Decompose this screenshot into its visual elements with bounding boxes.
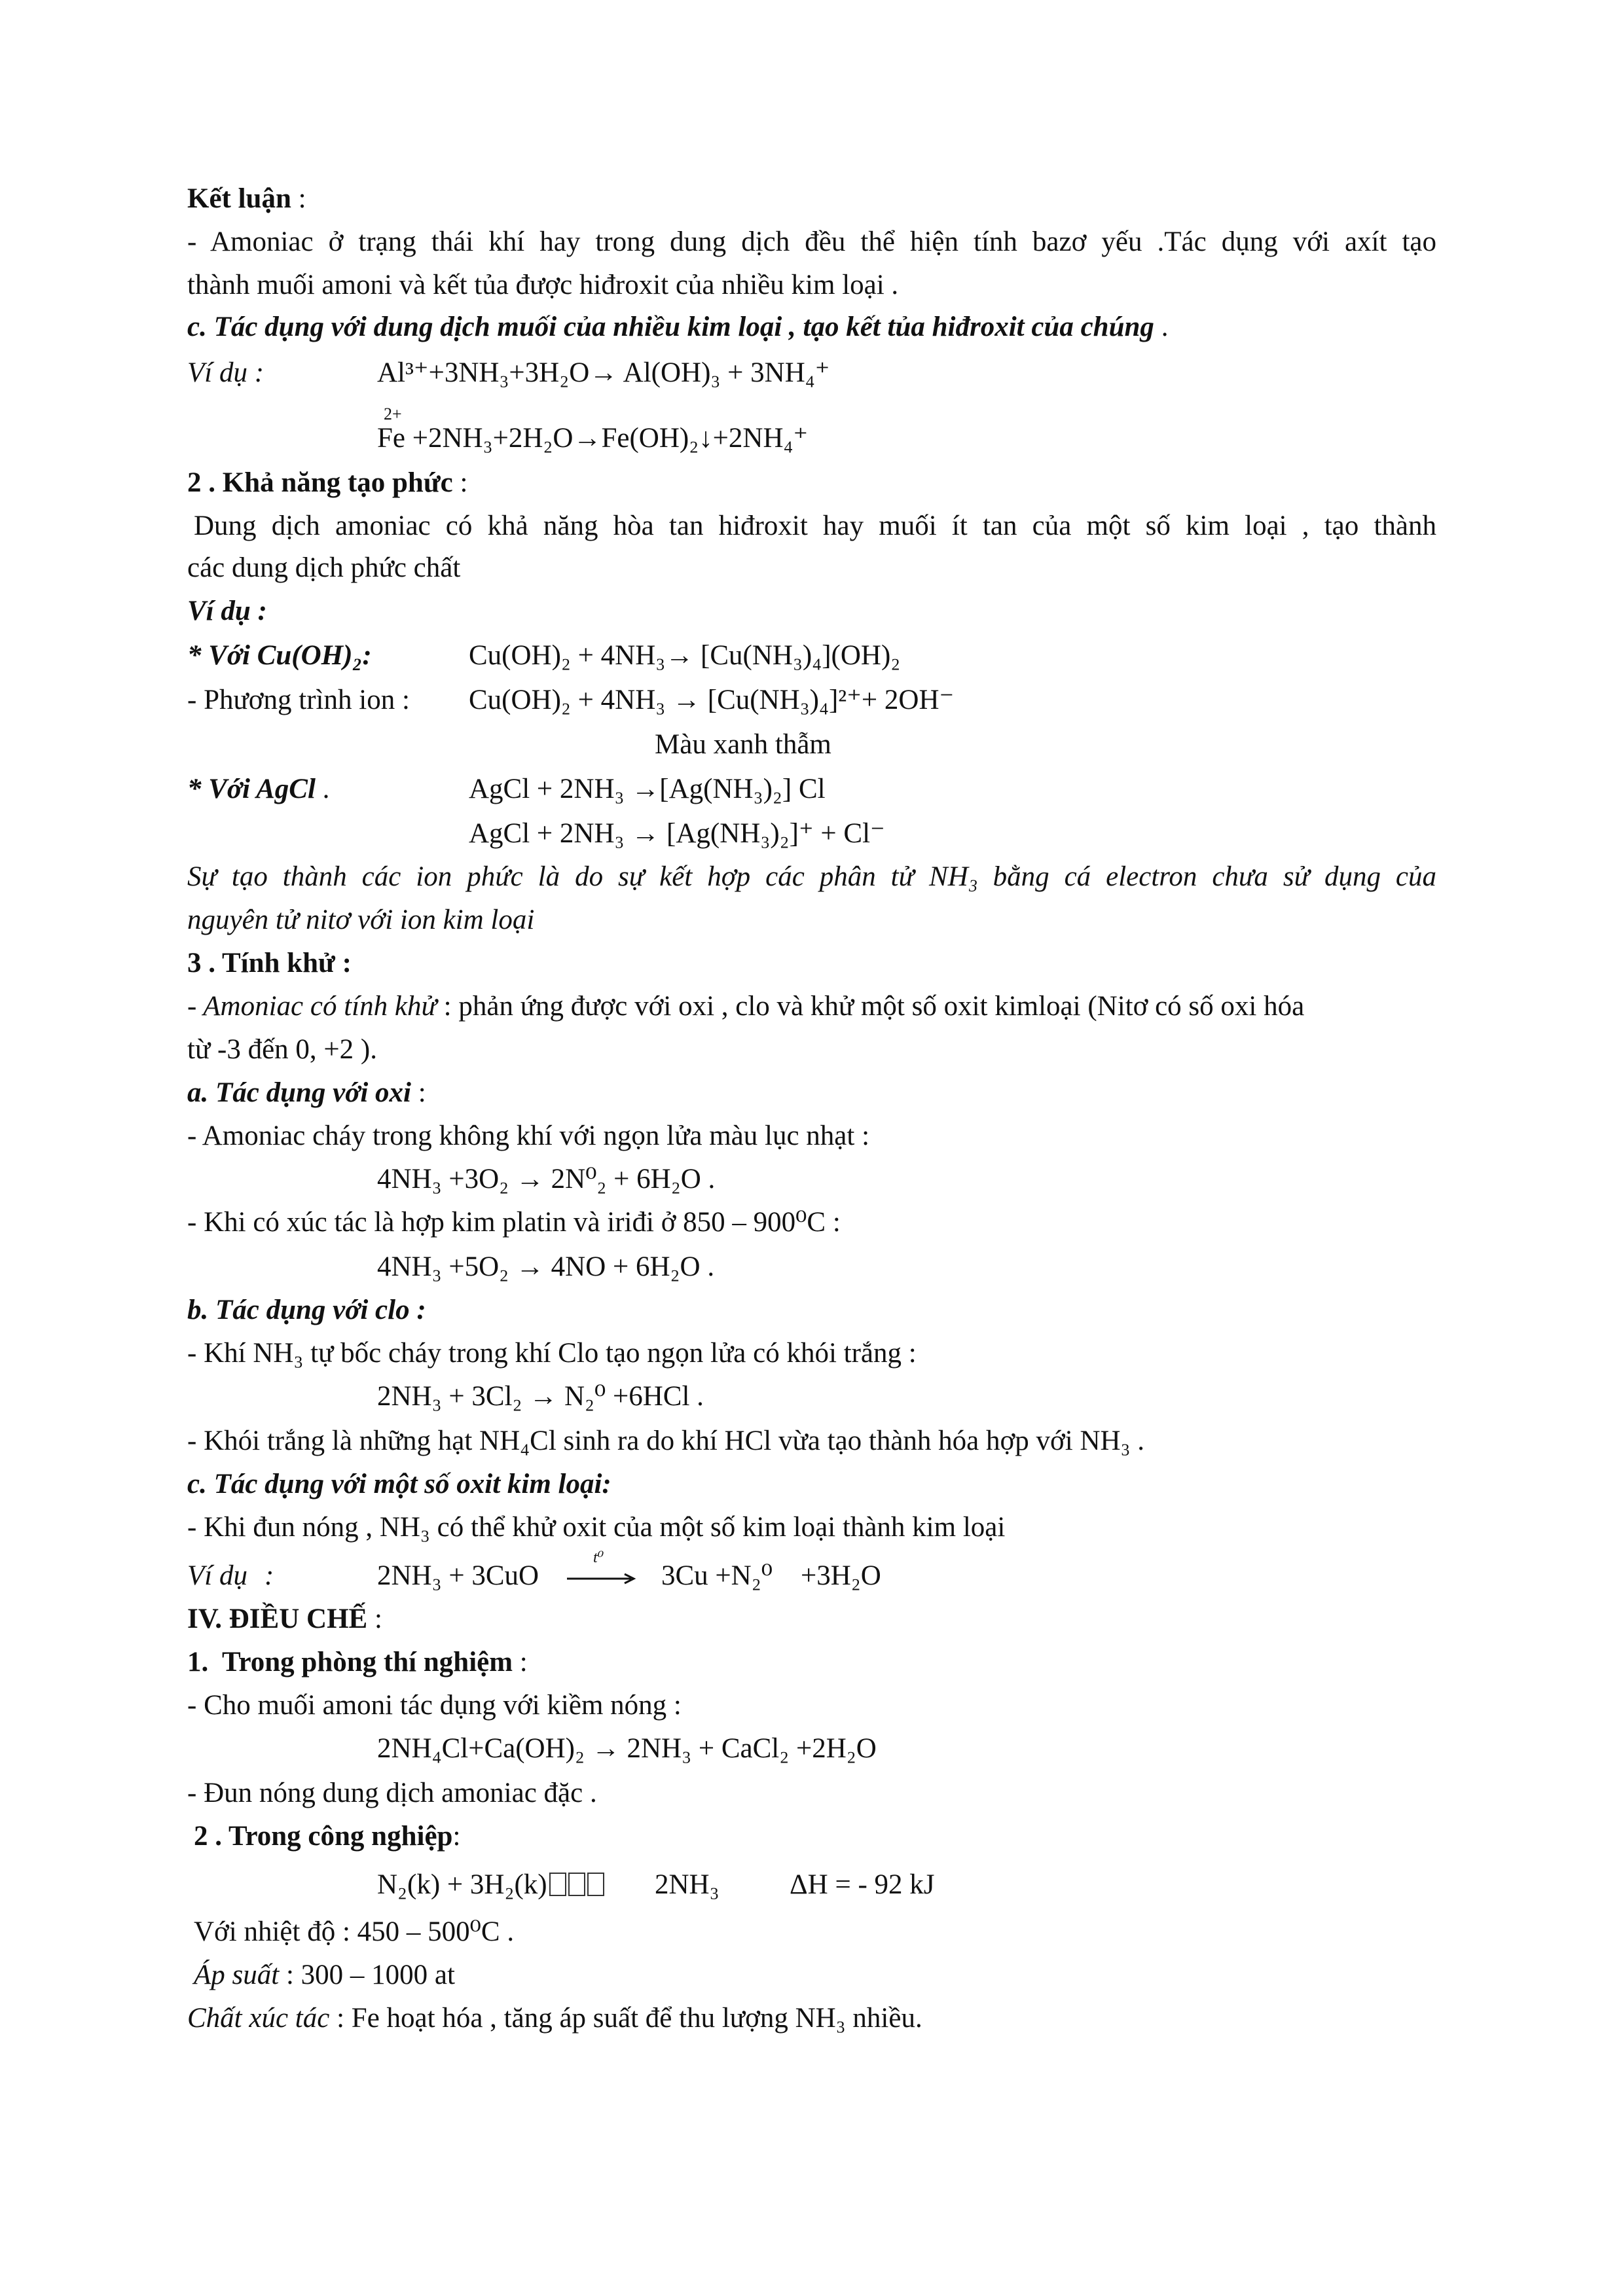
section-a-line-2: - Khi có xúc tác là hợp kim platin và iriđi ở 850 – 900⁰C : (187, 1207, 841, 1238)
complex-note-2: nguyên tử nitơ với ion kim loại (187, 905, 535, 935)
section-2-heading: 2 . Khả năng tạo phức : (187, 467, 468, 498)
example-label-2: Ví dụ : (187, 596, 267, 626)
catalyst-line: Chất xúc tác : Fe hoạt hóa , tăng áp suất để thu lượng NH₃ nhiều. (187, 2003, 922, 2034)
lab-heading: 1. Trong phòng thí nghiệm : (187, 1647, 528, 1677)
example-label-3: Ví dụ : (187, 1560, 274, 1591)
section-3-heading: 3 . Tính khử : (187, 948, 352, 978)
heat-label: t⁰ (593, 1549, 604, 1566)
equilibrium-box-icon (587, 1873, 604, 1896)
section-iv-heading: IV. ĐIỀU CHẾ : (187, 1604, 382, 1634)
equation-fe-charge: 2+ (384, 404, 402, 423)
cuo-equation-left: 2NH₃ + 3CuO (377, 1560, 539, 1591)
ion-label: - Phương trình ion : (187, 685, 410, 715)
complex-note-1: Sự tạo thành các ion phức là do sự kết hợp các phân tử NH₃ bằng cá electron chưa sử dụng của (187, 861, 1436, 892)
equation-al: Al³⁺+3NH₃+3H₂O→ Al(OH)₃ + 3NH₄⁺ (377, 357, 830, 388)
cuo-equation-right: 3Cu +N₂⁰ +3H₂O (661, 1560, 881, 1591)
cu-equation: Cu(OH)₂ + 4NH₃→ [Cu(NH₃)₄](OH)₂ (469, 640, 901, 671)
agcl-label: * Với AgCl . (187, 774, 330, 804)
section-c2-heading: c. Tác dụng với một số oxit kim loại: (187, 1469, 611, 1499)
cu-label: * Với Cu(OH)₂: (187, 640, 372, 671)
section-a-equation-1: 4NH₃ +3O₂ → 2N⁰₂ + 6H₂O . (377, 1164, 716, 1194)
reaction-arrow-icon (566, 1572, 638, 1585)
equilibrium-box-icon (568, 1873, 585, 1896)
industry-heading: 2 . Trong công nghiệp: (194, 1821, 461, 1852)
conclusion-line-2: thành muối amoni và kết tủa được hiđroxit của nhiều kim loại . (187, 270, 899, 300)
section-c2-line-1: - Khi đun nóng , NH₃ có thể khử oxit của một số kim loại thành kim loại (187, 1512, 1006, 1543)
section-b-line-1: - Khí NH₃ tự bốc cháy trong khí Clo tạo ngọn lửa có khói trắng : (187, 1338, 917, 1369)
lab-line-1: - Cho muối amoni tác dụng với kiềm nóng : (187, 1690, 682, 1721)
section-2-para-2: các dung dịch phức chất (187, 552, 461, 583)
reducing-line-1: - Amoniac có tính khử : phản ứng được với oxi , clo và khử một số oxit kimloại (Nitơ có số oxi hóa (187, 991, 1305, 1022)
conclusion-line-1: - Amoniac ở trạng thái khí hay trong dung dịch đều thể hiện tính bazơ yếu .Tác dụng với axít tạo (187, 226, 1436, 257)
equilibrium-box-icon (549, 1873, 566, 1896)
section-a-equation-2: 4NH₃ +5O₂ → 4NO + 6H₂O . (377, 1251, 715, 1282)
reducing-line-2: từ -3 đến 0, +2 ). (187, 1034, 377, 1065)
equation-fe: Fe +2NH₃+2H₂O→Fe(OH)₂↓+2NH₄⁺ (377, 423, 809, 454)
section-c-heading: c. Tác dụng với dung dịch muối của nhiều kim loại , tạo kết tủa hiđroxit của chúng . (187, 312, 1169, 342)
agcl-equation-1: AgCl + 2NH₃ →[Ag(NH₃)₂] Cl (469, 774, 826, 804)
enthalpy-value: ΔH = - 92 kJ (790, 1869, 935, 1900)
lab-line-2: - Đun nóng dung dịch amoniac đặc . (187, 1778, 597, 1808)
section-a-heading: a. Tác dụng với oxi : (187, 1077, 426, 1108)
color-note: Màu xanh thẫm (655, 729, 831, 760)
conclusion-heading: Kết luận : (187, 183, 306, 214)
ion-equation: Cu(OH)₂ + 4NH₃ → [Cu(NH₃)₄]²⁺+ 2OH⁻ (469, 685, 955, 715)
industry-equation-left: N₂(k) + 3H₂(k) (377, 1871, 604, 1899)
pressure-line: Áp suất : 300 – 1000 at (194, 1960, 455, 1990)
section-b-equation: 2NH₃ + 3Cl₂ → N₂⁰ +6HCl . (377, 1381, 704, 1412)
temperature-line: Với nhiệt độ : 450 – 500⁰C . (194, 1916, 515, 1947)
section-b-line-2: - Khói trắng là những hạt NH₄Cl sinh ra do khí HCl vừa tạo thành hóa hợp với NH₃ . (187, 1426, 1145, 1456)
lab-equation: 2NH₄Cl+Ca(OH)₂ → 2NH₃ + CaCl₂ +2H₂O (377, 1733, 877, 1764)
industry-equation-right: 2NH₃ (655, 1869, 720, 1900)
agcl-equation-2: AgCl + 2NH₃ → [Ag(NH₃)₂]⁺ + Cl⁻ (469, 818, 885, 849)
section-b-heading: b. Tác dụng với clo : (187, 1295, 426, 1325)
example-label-1: Ví dụ : (187, 357, 264, 388)
section-a-line-1: - Amoniac cháy trong không khí với ngọn lửa màu lục nhạt : (187, 1121, 870, 1151)
section-2-para-1: Dung dịch amoniac có khả năng hòa tan hiđroxit hay muối ít tan của một số kim loại , tạo thành (194, 511, 1436, 541)
